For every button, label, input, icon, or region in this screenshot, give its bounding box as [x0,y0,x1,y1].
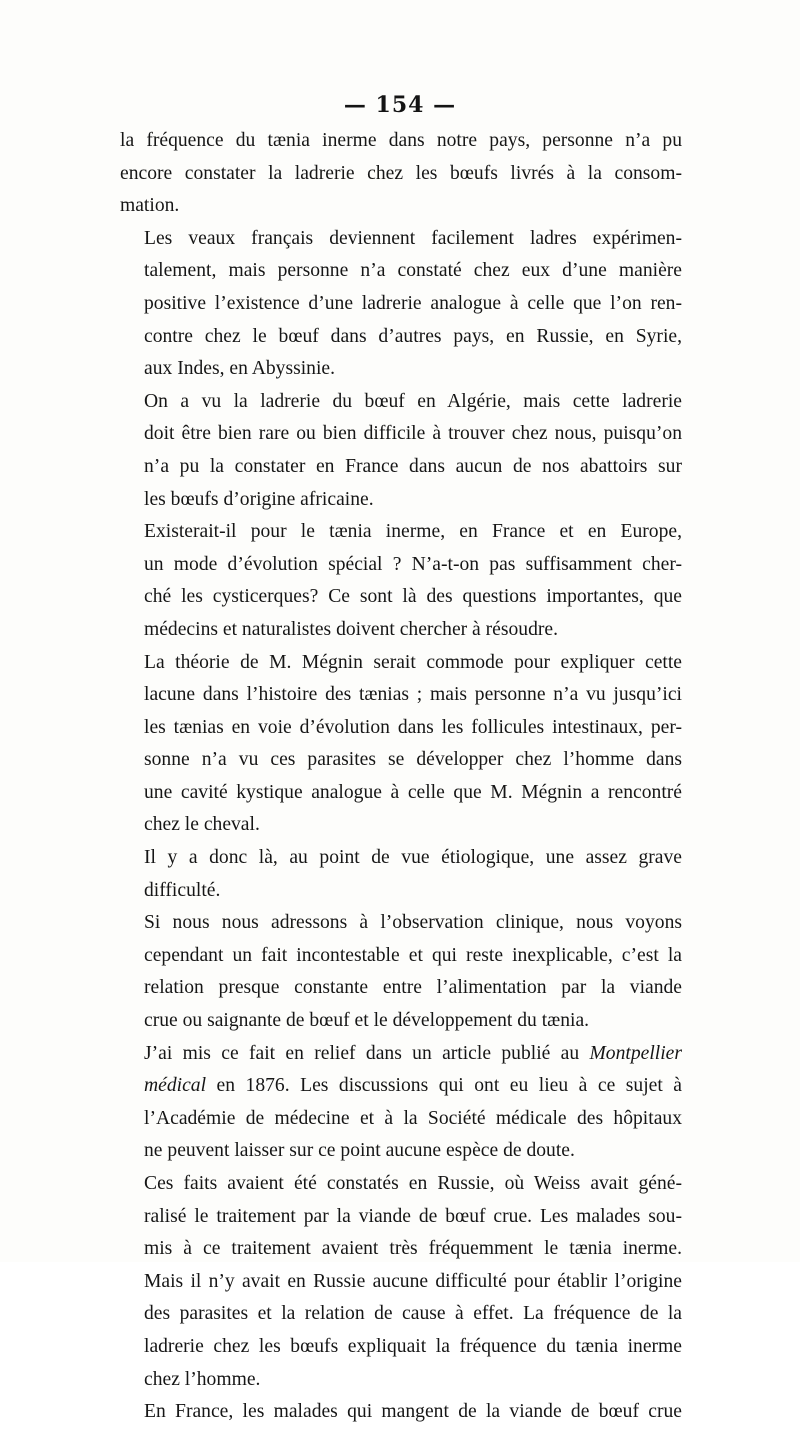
text-line: chez le cheval. [144,814,260,836]
text-line: cependant un fait incontestable et qui reste inexplicable, c’est la [144,944,682,966]
text-line: l’Académie de médecine et à la Société médicale des hôpitaux [144,1107,682,1129]
page-number: — 154 — [343,92,457,118]
paragraph [120,907,682,1037]
text-line: ché les cysticerques? Ce sont là des questions importantes, que [144,586,682,608]
paragraph [120,125,682,223]
text-line: ralisé le traitement par la viande de bœuf crue. Les malades sou- [144,1205,682,1227]
journal-title-italic: Montpellier [589,1042,682,1064]
journal-title-italic: médical [144,1075,207,1097]
text-line: aux Indes, en Abyssinie. [144,358,336,380]
paragraph [120,1038,682,1168]
paragraph [120,223,682,386]
text-line: encore constater la ladrerie chez les bœufs livrés à la consom- [120,162,682,184]
paragraph [120,842,682,907]
body-text [120,125,682,1429]
text-line: En France, les malades qui mangent de la viande de bœuf crue [144,1401,682,1423]
text-line: difficulté. [144,879,221,901]
text-line: n’a pu la constater en France dans aucun de nos abattoirs sur [144,455,682,477]
paragraph [120,386,682,516]
text-line: relation presque constante entre l’alimentation par la viande [144,977,682,999]
text-line: les tænias en voie d’évolution dans les follicules intestinaux, per- [144,716,682,738]
text-line: une cavité kystique analogue à celle que M. Mégnin a rencontré [144,781,682,803]
text-run: en 1876. Les discussions qui ont eu lieu à ce sujet à [206,1075,682,1097]
text-line [120,1038,682,1071]
text-line: Si nous nous adressons à l’observation clinique, nous voyons [144,912,682,934]
text-line: Ces faits avaient été constatés en Russie, où Weiss avait géné- [144,1173,682,1194]
paragraph [120,1396,682,1429]
paragraph [120,647,682,843]
text-line: contre chez le bœuf dans d’autres pays, en Russie, en Syrie, [144,325,682,347]
paragraph [120,516,682,646]
text-line: La théorie de M. Mégnin serait commode pour expliquer cette [144,651,682,673]
text-line: doit être bien rare ou bien difficile à trouver chez nous, puisqu’on [144,423,682,445]
text-line: des parasites et la relation de cause à effet. La fréquence de la [144,1303,682,1325]
text-line [120,1070,682,1103]
text-line: talement, mais personne n’a constaté chez eux d’une manière [144,260,682,282]
text-line: Il y a donc là, au point de vue étiologique, une assez grave [144,847,682,869]
text-line: ladrerie chez les bœufs expliquait la fréquence du tænia inerme [144,1335,682,1357]
text-line: chez l’homme. [144,1368,261,1390]
text-line: médecins et naturalistes doivent chercher à résoudre. [144,618,559,640]
text-line: mation. [120,195,180,217]
text-line: Les veaux français deviennent facilement ladres expérimen- [144,227,682,249]
text-line: On a vu la ladrerie du bœuf en Algérie, mais cette ladrerie [144,390,682,412]
text-line: crue ou saignante de bœuf et le développement du tænia. [144,1010,590,1032]
text-line: sonne n’a vu ces parasites se développer chez l’homme dans [144,749,682,771]
text-line: la fréquence du tænia inerme dans notre pays, personne n’a pu [120,130,682,151]
text-line: Mais il n’y avait en Russie aucune difficulté pour établir l’origine [144,1270,682,1292]
text-line: mis à ce traitement avaient très fréquemment le tænia inerme. [144,1238,682,1260]
text-line: Existerait-il pour le tænia inerme, en France et en Europe, [144,521,682,543]
text-line: positive l’existence d’une ladrerie analogue à celle que l’on ren- [144,292,682,314]
text-run: J’ai mis ce fait en relief dans un article publié au [144,1042,590,1064]
text-line: ne peuvent laisser sur ce point aucune espèce de doute. [144,1140,575,1162]
paragraph [120,1168,682,1396]
text-line: lacune dans l’histoire des tænias ; mais personne n’a vu jusqu’ici [144,684,682,706]
text-line: les bœufs d’origine africaine. [144,488,374,510]
text-line: un mode d’évolution spécial ? N’a-t-on pas suffisamment cher- [144,553,682,575]
